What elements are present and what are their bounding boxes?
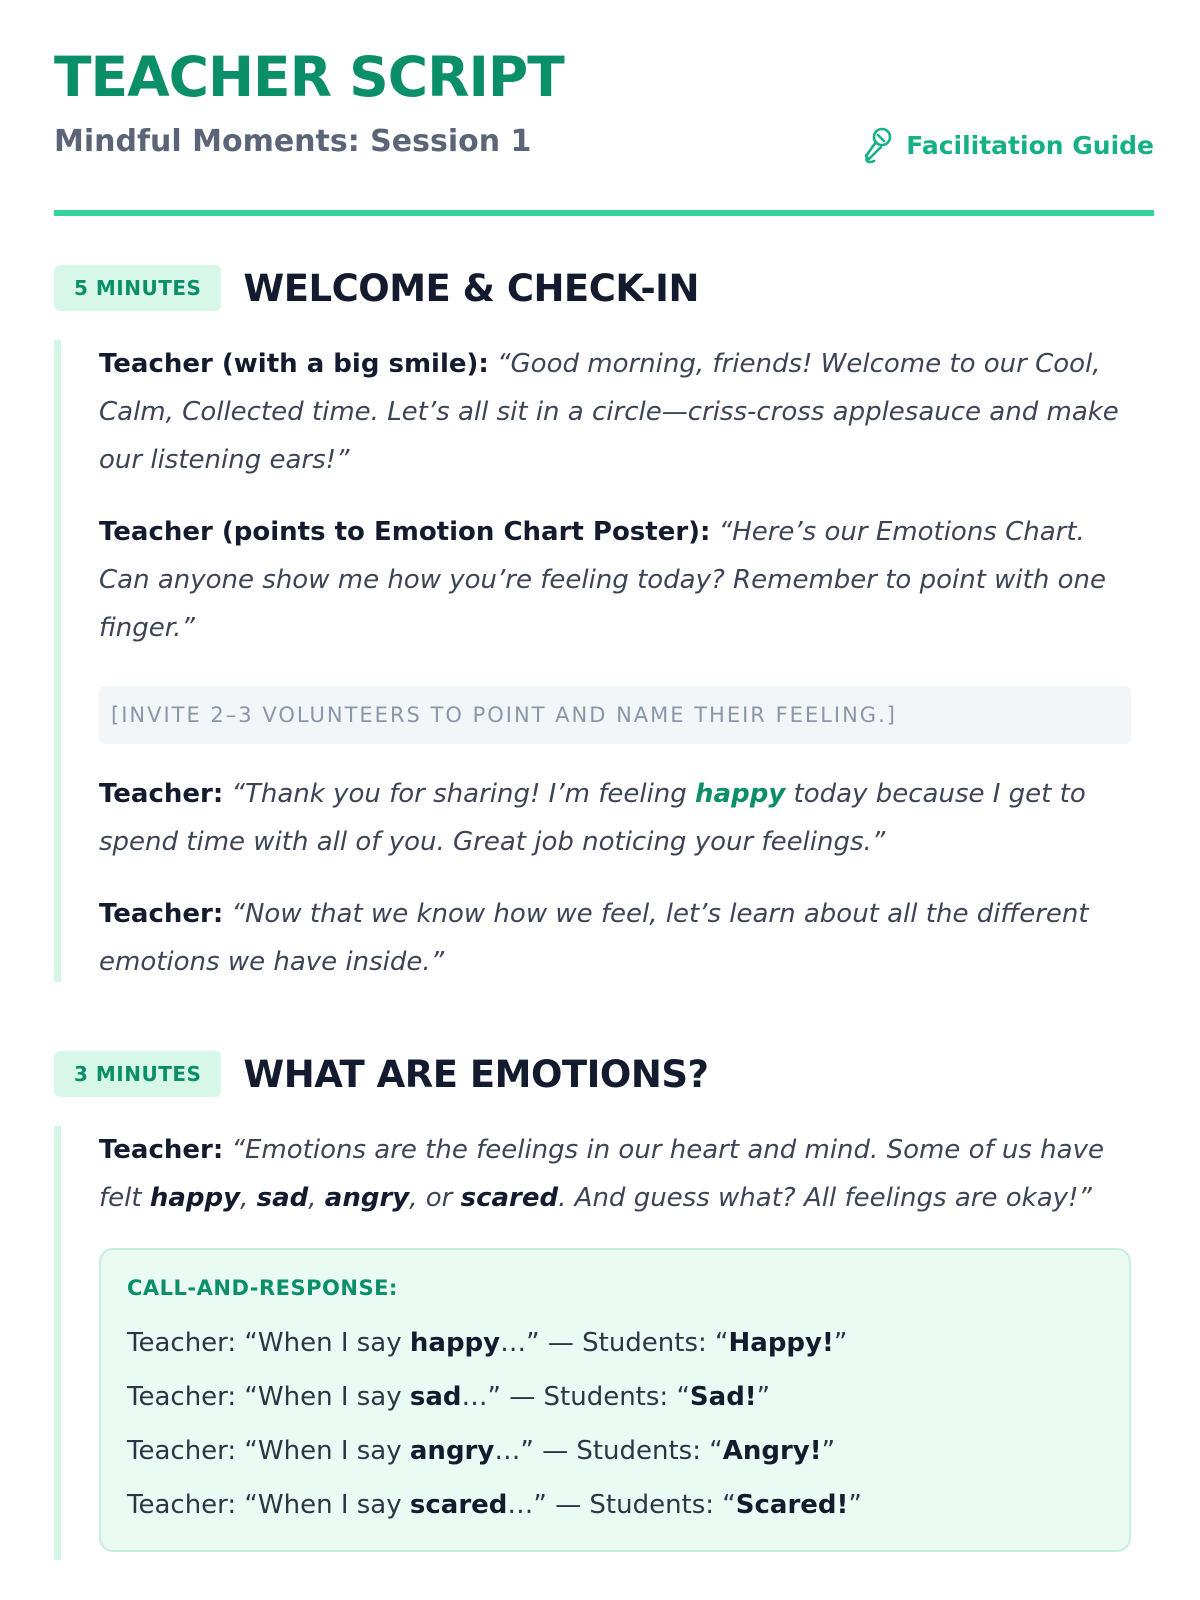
call-word: happy: [409, 1328, 501, 1358]
teacher-quote: “Here’s our Emotions Chart. Can anyone show me how you’re feeling today? Remember to point with one finger.”: [99, 517, 1106, 643]
time-badge: 5 MINUTES: [54, 265, 221, 311]
emotion-word: happy: [149, 1183, 241, 1213]
teacher-quote-start: “Thank you for sharing! I’m feeling: [231, 779, 687, 809]
teacher-quote-start: “Emotions are the feelings in our heart and mind. Some of us have felt: [99, 1135, 1104, 1213]
page-header: [54, 0, 1154, 216]
call-suffix: ”: [848, 1490, 862, 1520]
call-mid: …” — Students: “: [507, 1490, 736, 1520]
section-what-are-emotions: [54, 1050, 1154, 1098]
highlighted-emotion: happy: [695, 779, 786, 809]
emotion-word: scared: [460, 1183, 559, 1213]
call-suffix: ”: [821, 1436, 836, 1466]
teacher-quote-end: today because I get to spend time with all of you. Great job noticing your feelings.”: [99, 779, 1086, 857]
script-line: [99, 1126, 1131, 1222]
header-divider: [54, 210, 1154, 216]
section-header: [54, 1050, 1154, 1098]
call-response-line: [127, 1316, 1103, 1370]
speaker-label: Teacher (with a big smile):: [99, 349, 489, 379]
student-response: Happy!: [728, 1328, 834, 1358]
page-subtitle: Mindful Moments: Session 1: [54, 124, 532, 159]
call-mid: …” — Students: “: [500, 1328, 729, 1358]
teacher-quote: “Now that we know how we feel, let’s learn about all the different emotions we have inside.”: [99, 899, 1089, 977]
call-prefix: Teacher: “When I say: [127, 1436, 402, 1466]
call-response-line: [127, 1478, 1103, 1532]
script-line: [99, 340, 1131, 484]
call-word: sad: [409, 1382, 462, 1412]
page-title: TEACHER SCRIPT: [54, 45, 564, 109]
microphone-icon: [862, 126, 894, 164]
punctuation: ,: [308, 1183, 317, 1213]
call-prefix: Teacher: “When I say: [127, 1328, 402, 1358]
call-word: angry: [409, 1436, 495, 1466]
student-response: Scared!: [735, 1490, 849, 1520]
punctuation: ,: [240, 1183, 249, 1213]
call-response-line: [127, 1424, 1103, 1478]
student-response: Sad!: [689, 1382, 757, 1412]
section-header: [54, 264, 1154, 312]
call-response-line: [127, 1370, 1103, 1424]
speaker-label: Teacher:: [99, 1135, 224, 1165]
callout-title: CALL-AND-RESPONSE:: [127, 1276, 398, 1300]
call-mid: …” — Students: “: [494, 1436, 723, 1466]
call-and-response-box: [99, 1248, 1131, 1552]
speaker-label: Teacher:: [99, 779, 224, 809]
student-response: Angry!: [722, 1436, 822, 1466]
facilitation-guide-label: [862, 126, 1154, 164]
emotion-word: angry: [324, 1183, 410, 1213]
section-welcome: [54, 264, 1154, 312]
stage-direction: [INVITE 2–3 VOLUNTEERS TO POINT AND NAME THEIR FEELING.]: [99, 686, 1131, 744]
section-title: WHAT ARE EMOTIONS?: [243, 1052, 709, 1096]
section-welcome-body: [54, 340, 1131, 982]
call-prefix: Teacher: “When I say: [127, 1490, 402, 1520]
teacher-script-page: [54, 0, 1154, 1520]
script-line: [99, 770, 1131, 866]
speaker-label: Teacher (points to Emotion Chart Poster):: [99, 517, 711, 547]
time-badge: 3 MINUTES: [54, 1051, 221, 1097]
script-line: [99, 508, 1131, 652]
call-word: scared: [409, 1490, 508, 1520]
call-mid: …” — Students: “: [461, 1382, 690, 1412]
teacher-quote-end: . And guess what? All feelings are okay!”: [558, 1183, 1092, 1213]
emotion-word: sad: [256, 1183, 309, 1213]
punctuation: , or: [409, 1183, 453, 1213]
call-prefix: Teacher: “When I say: [127, 1382, 402, 1412]
section-emotions-body: [54, 1126, 1131, 1560]
teacher-quote: “Good morning, friends! Welcome to our Cool, Calm, Collected time. Let’s all sit in a circle—criss-cross applesauce and make our listening ears!”: [99, 349, 1119, 475]
facilitation-guide-text: Facilitation Guide: [906, 130, 1154, 160]
call-suffix: ”: [756, 1382, 771, 1412]
script-line: [99, 890, 1131, 986]
section-title: WELCOME & CHECK-IN: [243, 266, 699, 310]
call-suffix: ”: [833, 1328, 848, 1358]
speaker-label: Teacher:: [99, 899, 224, 929]
